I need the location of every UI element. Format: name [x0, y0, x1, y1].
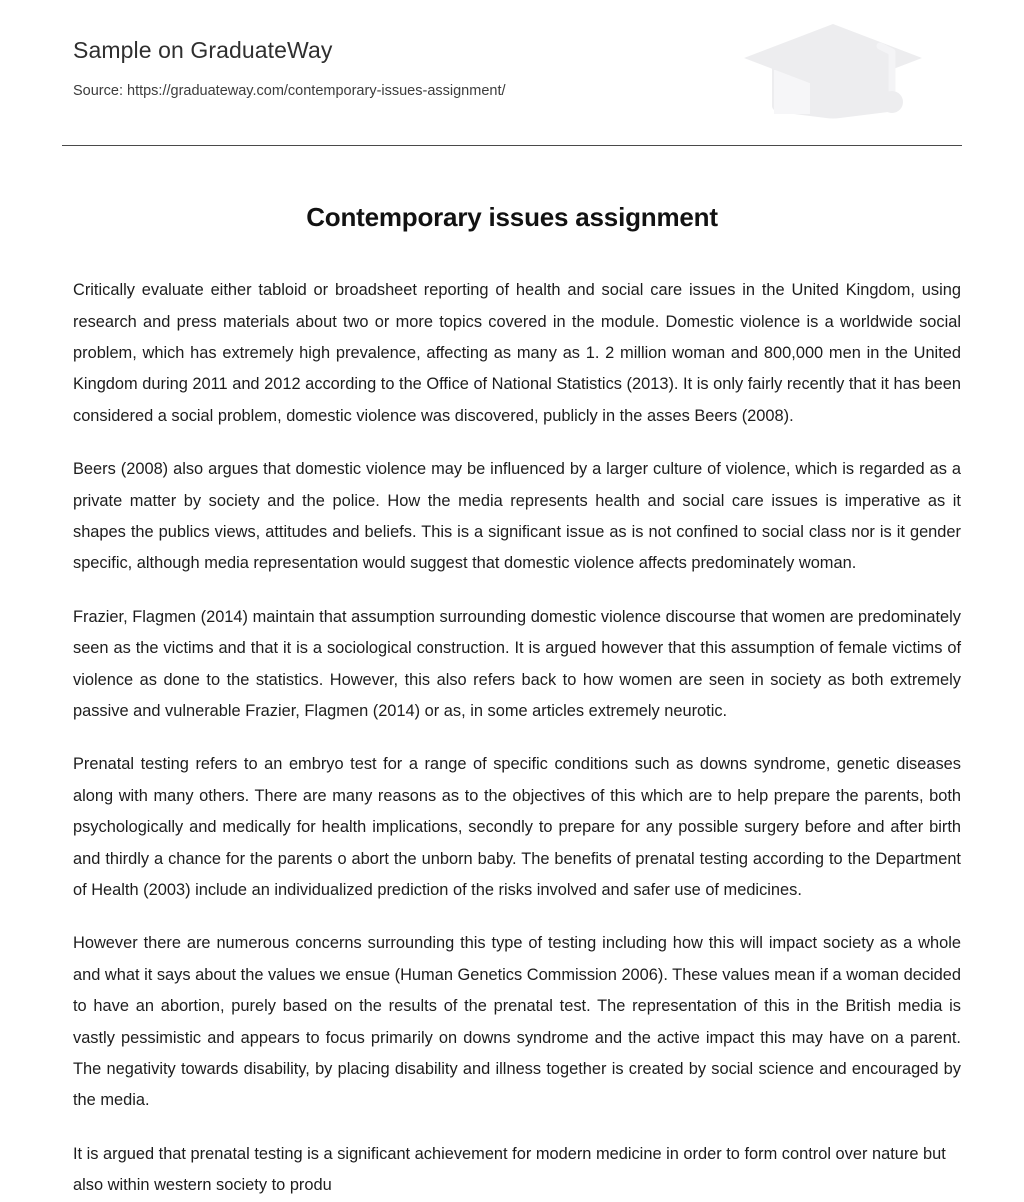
- graduation-cap-icon: [740, 18, 926, 122]
- header-divider: [62, 145, 962, 146]
- site-title: Sample on GraduateWay: [73, 37, 333, 63]
- body-paragraph: Frazier, Flagmen (2014) maintain that assumption surrounding domestic violence discourse that women are predominately seen as the victims and that it is a sociological construction. It is argued however that this assumption of female victims of violence as done to the statistics. However, this also refers back to how women are seen in society as both extremely passive and vulnerable Frazier, Flagmen (2014) or as, in some articles extremely neurotic.: [73, 607, 961, 720]
- source-line: Source: https://graduateway.com/contemporary-issues-assignment/: [73, 82, 506, 99]
- body-paragraph: Critically evaluate either tabloid or broadsheet reporting of health and social care issues in the United Kingdom, using research and press materials about two or more topics covered in the module. Domestic violence is a worldwide social problem, which has extremely high prevalence, affecting as many as 1. 2 million woman and 800,000 men in the United Kingdom during 2011 and 2012 according to the Office of National Statistics (2013). It is only fairly recently that it has been considered a social problem, domestic violence was discovered, publicly in the asses Beers (2008).: [73, 281, 961, 425]
- document-header: [62, 0, 962, 101]
- body-paragraph: Prenatal testing refers to an embryo test for a range of specific conditions such as downs syndrome, genetic diseases along with many others. There are many reasons as to the objectives of this which are to help prepare the parents, both psychologically and medically for health implications, secondly to prepare for any possible surgery before and after birth and thirdly a chance for the parents o abort the unborn baby. The benefits of prenatal testing according to the Department of Health (2003) include an individualized prediction of the risks involved and safer use of medicines.: [73, 755, 961, 899]
- body-paragraph-truncated: It is argued that prenatal testing is a significant achievement for modern medicine in order to form control over nature but also within western society to produ: [73, 1144, 946, 1195]
- body-paragraph: Beers (2008) also argues that domestic violence may be influenced by a larger culture of violence, which is regarded as a private matter by society and the police. How the media represents health and social care issues is imperative as it shapes the publics views, attitudes and beliefs. This is a significant issue as is not confined to social class nor is it gender specific, although media representation would suggest that domestic violence affects predominately woman.: [73, 460, 961, 573]
- body-paragraph: However there are numerous concerns surrounding this type of testing including how this will impact society as a whole and what it says about the values we ensue (Human Genetics Commission 2006). These values mean if a woman decided to have an abortion, purely based on the results of the prenatal test. The representation of this in the British media is vastly pessimistic and appears to focus primarily on downs syndrome and the active impact this may have on a parent. The negativity towards disability, by placing disability and illness together is created by social science and encouraged by the media.: [73, 934, 961, 1110]
- document-body: [73, 275, 961, 1202]
- page-title: Contemporary issues assignment: [306, 201, 718, 232]
